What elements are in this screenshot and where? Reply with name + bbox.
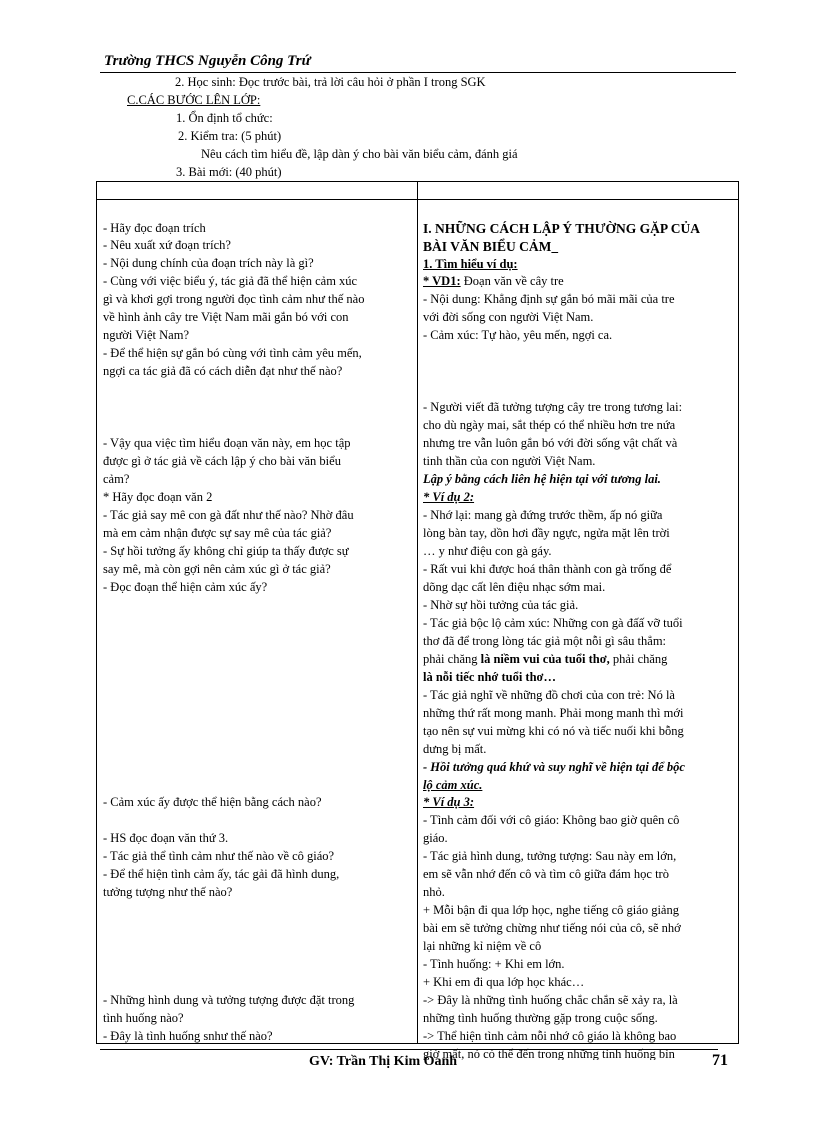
content-line: - Tác giả nghĩ về những đồ chơi của con trẻ: Nó là xyxy=(423,688,675,702)
sub-heading-examples: 1. Tìm hiểu ví dụ: xyxy=(423,257,518,271)
content-line: - Tình huống: + Khi em lớn. xyxy=(423,957,565,971)
content-line: + Khi em đi qua lớp học khác… xyxy=(423,975,585,989)
content-line: - Nhớ lại: mang gà đứng trước thềm, ấp nó giữa xyxy=(423,508,663,522)
question-line: - Đây là tình huống snhư thế nào? xyxy=(103,1029,273,1043)
content-line: giáo. xyxy=(423,831,448,845)
content-line: nhưng tre vẫn luôn gắn bó với đời sống vật chất và xyxy=(423,436,678,450)
content-line: bài em sẽ tưởng chừng như tiếng nói của cô, sẽ nhớ xyxy=(423,921,681,935)
step-new-lesson: 3. Bài mới: (40 phút) xyxy=(176,165,282,179)
section-title-line-2 xyxy=(423,238,733,255)
content-column xyxy=(418,200,739,1060)
example-3-label: * Ví dụ 3: xyxy=(423,795,475,809)
content-line: cho dù ngày mai, sắt thép có thể nhiều hơn tre nứa xyxy=(423,418,676,432)
content-line: nhỏ. xyxy=(423,885,445,899)
question-line: * Hãy đọc đoạn văn 2 xyxy=(103,490,213,504)
lesson-table xyxy=(96,181,739,1060)
lesson-steps-heading: C.CÁC BƯỚC LÊN LỚP: xyxy=(127,93,261,107)
question-line: gì và khơi gợi trong người đọc tình cảm như thế nào xyxy=(103,292,365,306)
question-line: - Tác giả say mê con gà đất như thế nào? Nhờ đâu xyxy=(103,508,354,522)
question-line: - Tác giả thể tình cảm như thế nào về cô giáo? xyxy=(103,849,335,863)
question-line: về hình ảnh cây tre Việt Nam mãi gắn bó với con xyxy=(103,310,349,324)
title-underline-space xyxy=(551,239,558,254)
question-line: - Hãy đọc đoạn trích xyxy=(103,221,206,235)
question-line: - HS đọc đoạn văn thứ 3. xyxy=(103,831,229,845)
content-line: -> Đây là những tình huống chắc chắn sẽ xảy ra, là xyxy=(423,993,678,1007)
question-line: - Những hình dung và tưởng tượng được đặt trong xyxy=(103,993,355,1007)
question-line: - Để thể hiện tình cảm ấy, tác gải đã hình dung, xyxy=(103,867,340,881)
question-line: được gì ở tác giả về cách lập ý cho bài văn biểu xyxy=(103,454,341,468)
question-line: - Vậy qua việc tìm hiểu đoạn văn này, em học tập xyxy=(103,436,351,450)
example-1-heading xyxy=(423,273,733,290)
content-line: - Người viết đã tưởng tượng cây tre trong tương lai: xyxy=(423,400,683,414)
section-title-text: BÀI VĂN BIỂU CẢM xyxy=(423,239,552,254)
content-line: lòng bàn tay, dồn hơi đầy ngực, ngửa mặt lên trời xyxy=(423,526,670,540)
example-1-title: Đoạn văn về cây tre xyxy=(460,274,564,288)
content-line: -> Thể hiện tình cảm nỗi nhớ cô giáo là không bao xyxy=(423,1029,677,1043)
question-line: say mê, mà còn gợi nên cảm xúc gì ở tác giả? xyxy=(103,562,331,576)
question-line: tình huống nào? xyxy=(103,1011,184,1025)
question-line: người Việt Nam? xyxy=(103,328,189,342)
teacher-questions-column xyxy=(97,200,418,1044)
content-line: - Nội dung: Khẳng định sự gắn bó mãi mãi của tre xyxy=(423,292,675,306)
prep-students-line: 2. Học sinh: Đọc trước bài, trả lời câu hỏi ở phần I trong SGK xyxy=(175,75,486,89)
question-line: - Đọc đoạn thể hiện cảm xúc ấy? xyxy=(103,580,268,594)
question-line: - Nêu xuất xứ đoạn trích? xyxy=(103,238,231,252)
content-line: giờ mất, nó có thể đến trong những tình huống bìn xyxy=(423,1047,675,1060)
content-line: tạo nên sự vui mừng khi có nó và tiếc nuối khi bỗng xyxy=(423,724,684,738)
text-run: phải chăng xyxy=(423,652,481,666)
question-line: - Để thể hiện sự gắn bó cùng với tình cảm yêu mến, xyxy=(103,346,362,360)
content-line: - Tác giả hình dung, tưởng tượng: Sau này em lớn, xyxy=(423,849,677,863)
content-line: những thứ rất mong manh. Phải mong manh thì mới xyxy=(423,706,684,720)
content-line: - Cảm xúc: Tự hào, yêu mến, ngợi ca. xyxy=(423,328,613,342)
step-organize: 1. Ổn định tổ chức: xyxy=(176,111,273,125)
page-number: 71 xyxy=(712,1052,728,1069)
content-line: dưng bị mất. xyxy=(423,742,487,756)
content-line: em sẽ vẫn nhớ đến cô và tìm cô giữa đám học trò xyxy=(423,867,669,881)
content-line: + Mỗi bận đi qua lớp học, nghe tiếng cô giáo giảng xyxy=(423,903,679,917)
conclusion-2-line-1: - Hồi tưởng quá khứ và suy nghĩ về hiện tại để bộc xyxy=(423,760,685,774)
question-line: cảm? xyxy=(103,472,130,486)
content-line: … y như điệu con gà gáy. xyxy=(423,544,552,558)
bold-run: là niềm vui của tuổi thơ, xyxy=(480,652,610,666)
example-2-label: * Ví dụ 2: xyxy=(423,490,475,504)
conclusion-1: Lập ý bằng cách liên hệ hiện tại với tương lai. xyxy=(423,472,661,486)
content-line: dõng dạc cất lên điệu nhạc sớm mai. xyxy=(423,580,606,594)
table-header-left xyxy=(97,182,418,200)
text-run: phải chăng xyxy=(609,652,668,666)
content-line: lại những kỉ niệm về cô xyxy=(423,939,542,953)
content-line-mixed xyxy=(423,651,733,668)
content-line: - Tình cảm đối với cô giáo: Không bao giờ quên cô xyxy=(423,813,680,827)
question-line: - Nội dung chính của đoạn trích này là gì? xyxy=(103,256,314,270)
content-line-bold: là nỗi tiếc nhớ tuổi thơ… xyxy=(423,670,556,684)
school-name: Trường THCS Nguyễn Công Trứ xyxy=(104,53,311,69)
content-line: - Rất vui khi được hoá thân thành con gà trống để xyxy=(423,562,672,576)
question-line: mà em cảm nhận được sự say mê của tác giả? xyxy=(103,526,332,540)
footer-rule xyxy=(100,1049,718,1050)
question-line: - Cảm xúc ấy được thể hiện bằng cách nào? xyxy=(103,795,322,809)
content-line: - Nhờ sự hồi tưởng của tác giả. xyxy=(423,598,579,612)
question-line: ngợi ca tác giả đã có cách diễn đạt như thế nào? xyxy=(103,364,343,378)
content-line: - Tác giả bộc lộ cảm xúc: Những con gà đấấ vỡ tuổi xyxy=(423,616,683,630)
question-line: - Sự hồi tưởng ấy không chỉ giúp ta thấy được sự xyxy=(103,544,349,558)
content-line: những tình huống thường gặp trong cuộc sống. xyxy=(423,1011,658,1025)
table-header-right xyxy=(418,182,739,200)
content-line: với đời sống con người Việt Nam. xyxy=(423,310,594,324)
check-question: Nêu cách tìm hiểu đề, lập dàn ý cho bài văn biểu cảm, đánh giá xyxy=(201,147,518,161)
section-title-line-1: I. NHỮNG CÁCH LẬP Ý THƯỜNG GẶP CỦA xyxy=(423,221,701,236)
content-line: tinh thần của con người Việt Nam. xyxy=(423,454,596,468)
example-1-label: * VD1: xyxy=(423,274,461,288)
question-line: tưởng tượng như thế nào? xyxy=(103,885,233,899)
step-check: 2. Kiểm tra: (5 phút) xyxy=(178,129,282,143)
question-line: - Cùng với việc biểu ý, tác giả đã thể hiện cảm xúc xyxy=(103,274,358,288)
teacher-name: GV: Trần Thị Kim Oanh xyxy=(309,1054,458,1069)
content-line: thơ đã để trong lòng tác giả một nỗi gì sâu thẳm: xyxy=(423,634,667,648)
conclusion-2-line-2: lộ cảm xúc. xyxy=(423,778,483,792)
